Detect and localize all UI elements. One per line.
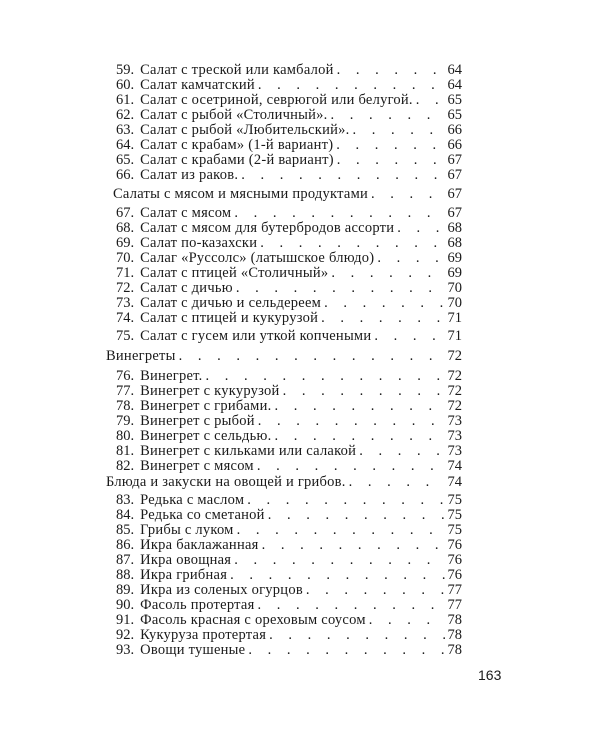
toc-entry: [116, 310, 462, 326]
toc-entry: [116, 167, 462, 183]
toc-entry: [116, 522, 462, 538]
section-title: Винегреты: [106, 348, 176, 364]
entry-title: Фасоль красная с ореховым соусом: [140, 612, 366, 628]
leader-dots: [237, 522, 445, 538]
entry-page: 67: [447, 152, 462, 168]
toc-entry: [116, 137, 462, 153]
entry-title: Икра баклажанная: [140, 537, 259, 553]
entry-number: 75.: [116, 328, 135, 344]
entry-page: 75: [447, 507, 462, 523]
entry-number: 78.: [116, 398, 135, 414]
entry-title: Редька со сметаной: [140, 507, 265, 523]
leader-dots: [306, 582, 445, 598]
toc-entry: [116, 597, 462, 613]
entry-title: Винегрет с мясом: [140, 458, 254, 474]
entry-number: 64.: [116, 137, 135, 153]
entry-page: 74: [447, 458, 462, 474]
entry-page: 76: [447, 567, 462, 583]
leader-dots: [397, 220, 444, 236]
entry-number: 80.: [116, 428, 135, 444]
leader-dots: [331, 107, 445, 123]
page-number: 163: [478, 667, 502, 683]
entry-page: 64: [447, 62, 462, 78]
leader-dots: [321, 310, 444, 326]
entry-number: 91.: [116, 612, 135, 628]
toc-entry: [116, 62, 462, 78]
entry-title: Салат с рыбой «Столичный».: [140, 107, 328, 123]
entry-title: Винегрет с кукурузой: [140, 383, 280, 399]
entry-number: 92.: [116, 627, 135, 643]
leader-dots: [258, 597, 445, 613]
entry-page: 72: [447, 368, 462, 384]
entry-title: Салат с гусем или уткой копчеными: [140, 328, 372, 344]
toc-entry: [116, 220, 462, 236]
entry-number: 90.: [116, 597, 135, 613]
toc-entry: [116, 612, 462, 628]
leader-dots: [260, 235, 444, 251]
toc-entry: [116, 537, 462, 553]
entry-number: 93.: [116, 642, 135, 658]
entry-number: 69.: [116, 235, 135, 251]
entry-title: Салат с крабами (2-й вариант): [140, 152, 334, 168]
toc-entry: [116, 582, 462, 598]
leader-dots: [247, 492, 444, 508]
entry-number: 68.: [116, 220, 135, 236]
entry-page: 68: [447, 220, 462, 236]
leader-dots: [257, 458, 445, 474]
toc-entry: [116, 205, 462, 221]
leader-dots: [337, 152, 445, 168]
toc-entry: [116, 627, 462, 643]
toc-section-heading: [106, 474, 462, 490]
entry-number: 77.: [116, 383, 135, 399]
entry-page: 66: [447, 137, 462, 153]
entry-title: Салат с крабам» (1-й вариант): [140, 137, 334, 153]
toc-entry: [116, 567, 462, 583]
entry-title: Салат по-казахски: [140, 235, 258, 251]
entry-title: Винегрет с рыбой: [140, 413, 255, 429]
entry-page: 77: [447, 597, 462, 613]
entry-number: 63.: [116, 122, 135, 138]
leader-dots: [206, 368, 445, 384]
leader-dots: [359, 443, 444, 459]
toc-entry: [116, 328, 462, 344]
section-page: 67: [447, 186, 462, 202]
leader-dots: [269, 627, 444, 643]
toc-entry: [116, 235, 462, 251]
entry-number: 83.: [116, 492, 135, 508]
toc-entry: [116, 413, 462, 429]
leader-dots: [371, 186, 444, 202]
entry-page: 73: [447, 443, 462, 459]
entry-title: Винегрет с кильками или салакой: [140, 443, 357, 459]
toc-entry: [116, 92, 462, 108]
entry-number: 66.: [116, 167, 135, 183]
toc-entry: [116, 398, 462, 414]
entry-number: 62.: [116, 107, 135, 123]
entry-page: 73: [447, 428, 462, 444]
entry-title: Салат с осетриной, севрюгой или белугой.: [140, 92, 413, 108]
entry-page: 71: [447, 328, 462, 344]
entry-page: 69: [447, 250, 462, 266]
entry-title: Винегрет.: [140, 368, 203, 384]
leader-dots: [374, 328, 444, 344]
entry-page: 73: [447, 413, 462, 429]
leader-dots: [352, 122, 444, 138]
leader-dots: [336, 137, 444, 153]
entry-number: 79.: [116, 413, 135, 429]
entry-page: 72: [447, 398, 462, 414]
entry-page: 78: [447, 642, 462, 658]
leader-dots: [258, 77, 445, 93]
entry-title: Винегрет с грибами.: [140, 398, 272, 414]
entry-title: Салат с рыбой «Любительский».: [140, 122, 350, 138]
section-page: 72: [447, 348, 462, 364]
leader-dots: [241, 167, 444, 183]
entry-page: 77: [447, 582, 462, 598]
entry-title: Салат с мясом для бутербродов ассорти: [140, 220, 395, 236]
entry-number: 60.: [116, 77, 135, 93]
leader-dots: [275, 398, 445, 414]
entry-title: Кукуруза протертая: [140, 627, 267, 643]
toc-entry: [116, 552, 462, 568]
entry-title: Икра из соленых огурцов: [140, 582, 303, 598]
toc-entry: [116, 77, 462, 93]
entry-number: 70.: [116, 250, 135, 266]
entry-title: Салат с мясом: [140, 205, 232, 221]
leader-dots: [283, 383, 445, 399]
entry-number: 81.: [116, 443, 135, 459]
entry-title: Икра овощная: [140, 552, 232, 568]
section-title: Блюда и закуски на овощей и грибов.: [106, 474, 346, 490]
leader-dots: [369, 612, 445, 628]
entry-page: 71: [447, 310, 462, 326]
entry-page: 65: [447, 107, 462, 123]
entry-page: 66: [447, 122, 462, 138]
toc-entry: [116, 250, 462, 266]
entry-number: 72.: [116, 280, 135, 296]
toc-entry: [116, 295, 462, 311]
leader-dots: [248, 642, 444, 658]
entry-title: Фасоль протертая: [140, 597, 255, 613]
entry-number: 71.: [116, 265, 135, 281]
entry-page: 70: [447, 280, 462, 296]
entry-number: 67.: [116, 205, 135, 221]
entry-title: Салат с треской или камбалой: [140, 62, 334, 78]
toc-entry: [116, 152, 462, 168]
leader-dots: [258, 413, 445, 429]
entry-page: 65: [447, 92, 462, 108]
leader-dots: [416, 92, 445, 108]
section-title: Салаты с мясом и мясными продуктами: [113, 186, 369, 202]
toc-section-heading: [106, 348, 462, 364]
leader-dots: [331, 265, 444, 281]
entry-title: Редька с маслом: [140, 492, 245, 508]
entry-number: 73.: [116, 295, 135, 311]
toc-entry: [116, 383, 462, 399]
entry-title: Салат с дичью: [140, 280, 233, 296]
entry-number: 86.: [116, 537, 135, 553]
entry-title: Салат камчатский: [140, 77, 255, 93]
toc-entry: [116, 107, 462, 123]
entry-number: 88.: [116, 567, 135, 583]
leader-dots: [377, 250, 444, 266]
entry-number: 84.: [116, 507, 135, 523]
entry-page: 76: [447, 552, 462, 568]
entry-page: 67: [447, 167, 462, 183]
entry-number: 76.: [116, 368, 135, 384]
entry-title: Салат из раков.: [140, 167, 239, 183]
leader-dots: [230, 567, 444, 583]
toc-entry: [116, 458, 462, 474]
entry-number: 89.: [116, 582, 135, 598]
toc-entry: [116, 265, 462, 281]
entry-page: 69: [447, 265, 462, 281]
toc-entry: [116, 642, 462, 658]
entry-title: Салат с дичью и сельдереем: [140, 295, 322, 311]
entry-title: Салат с птицей «Столичный»: [140, 265, 329, 281]
entry-page: 67: [447, 205, 462, 221]
toc-entry: [116, 368, 462, 384]
entry-number: 61.: [116, 92, 135, 108]
entry-title: Салат с птицей и кукурузой: [140, 310, 319, 326]
leader-dots: [179, 348, 445, 364]
entry-page: 64: [447, 77, 462, 93]
leader-dots: [234, 205, 444, 221]
entry-page: 75: [447, 492, 462, 508]
toc-section-heading: [113, 186, 462, 202]
leader-dots: [234, 552, 444, 568]
entry-title: Овощи тушеные: [140, 642, 246, 658]
entry-page: 78: [447, 627, 462, 643]
entry-page: 76: [447, 537, 462, 553]
entry-title: Икра грибная: [140, 567, 228, 583]
toc-entry: [116, 443, 462, 459]
leader-dots: [349, 474, 445, 490]
entry-number: 65.: [116, 152, 135, 168]
leader-dots: [275, 428, 445, 444]
entry-number: 82.: [116, 458, 135, 474]
entry-page: 70: [447, 295, 462, 311]
entry-number: 59.: [116, 62, 135, 78]
entry-number: 74.: [116, 310, 135, 326]
section-page: 74: [447, 474, 462, 490]
entry-number: 85.: [116, 522, 135, 538]
entry-title: Салаг «Руссолс» (латышское блюдо): [140, 250, 375, 266]
entry-number: 87.: [116, 552, 135, 568]
entry-page: 72: [447, 383, 462, 399]
entry-title: Грибы с луком: [140, 522, 234, 538]
toc-entry: [116, 428, 462, 444]
entry-page: 68: [447, 235, 462, 251]
toc-entry: [116, 492, 462, 508]
leader-dots: [268, 507, 445, 523]
toc-entry: [116, 507, 462, 523]
leader-dots: [337, 62, 445, 78]
entry-title: Винегрет с сельдью.: [140, 428, 272, 444]
toc-entry: [116, 122, 462, 138]
leader-dots: [324, 295, 444, 311]
toc-entry: [116, 280, 462, 296]
leader-dots: [262, 537, 445, 553]
entry-page: 78: [447, 612, 462, 628]
leader-dots: [236, 280, 445, 296]
entry-page: 75: [447, 522, 462, 538]
